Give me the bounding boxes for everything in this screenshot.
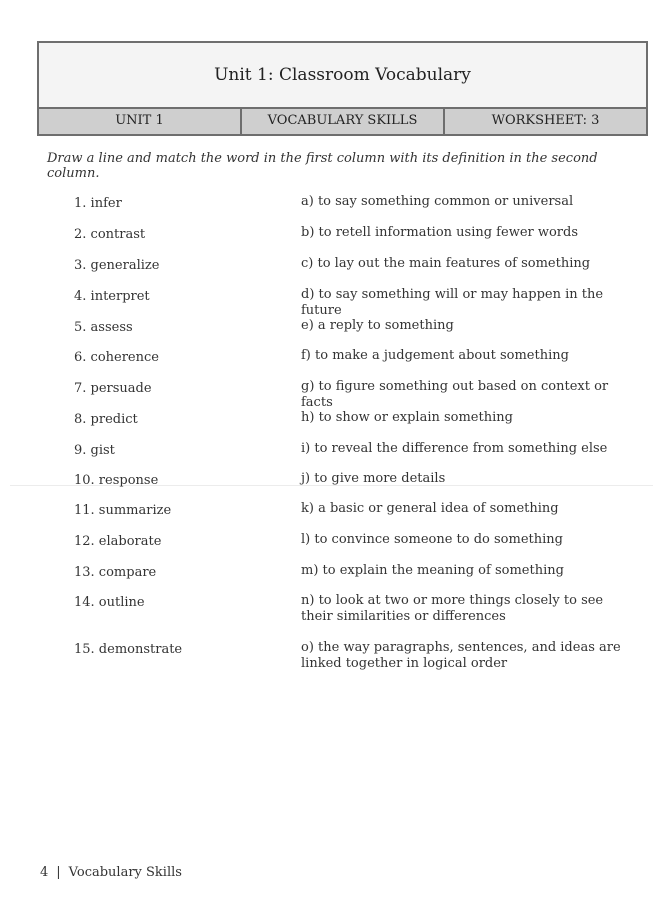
word-item: 10. response xyxy=(74,473,159,488)
word-item: 15. demonstrate xyxy=(74,642,183,657)
definition-item: j) to give more details xyxy=(301,471,446,486)
footer xyxy=(40,865,182,880)
unit-cell: UNIT 1 xyxy=(39,109,242,134)
header-box xyxy=(37,41,648,136)
definition-item: e) a reply to something xyxy=(301,318,454,333)
definition-item: f) to make a judgement about something xyxy=(301,348,569,363)
word-item: 3. generalize xyxy=(74,258,160,273)
definition-item: c) to lay out the main features of something xyxy=(301,256,591,271)
word-item: 12. elaborate xyxy=(74,534,162,549)
definition-item: l) to convince someone to do something xyxy=(301,532,563,547)
word-item: 14. outline xyxy=(74,595,145,610)
section-cell: VOCABULARY SKILLS xyxy=(242,109,445,134)
word-item: 9. gist xyxy=(74,443,115,458)
word-item: 2. contrast xyxy=(74,227,146,242)
word-item: 5. assess xyxy=(74,320,133,335)
footer-separator: | xyxy=(56,865,61,880)
definition-item: n) to look at two or more things closely to see their similarities or differences xyxy=(301,593,604,624)
word-item: 8. predict xyxy=(74,412,138,427)
definition-item: k) a basic or general idea of something xyxy=(301,501,559,516)
definition-item: m) to explain the meaning of something xyxy=(301,563,564,578)
worksheet-cell: WORKSHEET: 3 xyxy=(491,113,600,128)
word-item: 13. compare xyxy=(74,565,157,580)
definition-item: h) to show or explain something xyxy=(301,410,513,425)
definition-item: i) to reveal the difference from something else xyxy=(301,441,608,456)
instructions: Draw a line and match the word in the first column with its definition in the second column. xyxy=(47,151,598,181)
definition-item: o) the way paragraphs, sentences, and ideas are linked together in logical order xyxy=(301,640,621,671)
definition-item: b) to retell information using fewer words xyxy=(301,225,579,240)
definition-item: d) to say something will or may happen in the future xyxy=(301,287,604,318)
word-item: 4. interpret xyxy=(74,289,150,304)
word-item: 11. summarize xyxy=(74,503,172,518)
page-number: 4 xyxy=(40,865,49,880)
header-info-row xyxy=(39,107,646,134)
footer-title: Vocabulary Skills xyxy=(68,865,182,880)
word-item: 1. infer xyxy=(74,196,122,211)
page-title: Unit 1: Classroom Vocabulary xyxy=(214,65,471,85)
definition-item: a) to say something common or universal xyxy=(301,194,574,209)
word-item: 7. persuade xyxy=(74,381,152,396)
definition-item: g) to figure something out based on context or facts xyxy=(301,379,609,410)
word-item: 6. coherence xyxy=(74,350,159,365)
